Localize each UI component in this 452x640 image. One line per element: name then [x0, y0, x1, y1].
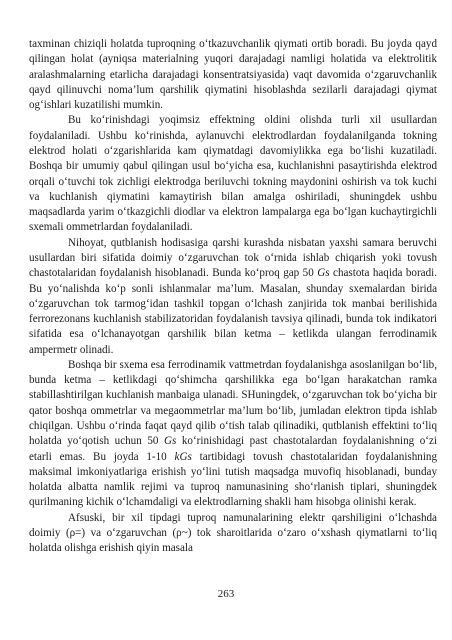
paragraph-2 — [29, 113, 437, 235]
text-run: Boshqa bir sxema esa ferrodinamik vattmetrdan foydalanishga asoslanilgan bo‘lib, bunda ketma – ketlikdagi qo‘shimcha qarshilikka ega bo‘lgan harakatchan ramka stabillashtirilgan kuchlanish manbaiga ulanadi. SHuningdek, o‘zgaruvchan tok bo‘yicha bir qator boshqa ommetrlar va megaommetrlar ma’lum bo‘lib, jumladan elektron tipda ishlab chiqilgan. Ushbu o‘rinda faqat qayd qilib o‘tish talab qilinadiki, qutblanish effektini to‘liq holatda yo‘qotish uchun 50 — [29, 358, 437, 448]
page-number: 263 — [217, 588, 235, 600]
text-run: Bu ko‘rinishdagi yoqimsiz effektning oldini olishda turli xil usullardan foydalaniladi. Ushbu ko‘rinishda, aylanuvchi elektrodlardan foydalanilganda tokning elektrod holati o‘zgarishlarida kam qiymatdagi davomiylikka ega bo‘lishi kuzatiladi. Boshqa bir umumiy qabul qilingan usul bo‘yicha esa, kuchlanishni pasaytirishda elektrod orqali o‘tuvchi tok zichligi elektrodga beriluvchi tokning maydonini oshirish va tok kuchi va kuchlanish qiymatini kamaytirish bilan amalga oshiriladi, shuningdek ushbu maqsadlarda yarim o‘tkazgichli diodlar va elektron lampalarga ega bo‘lgan kuchaytirgichli sxemali ommetrlardan foydalaniladi. — [29, 114, 437, 234]
document-body — [29, 37, 437, 557]
text-run: taxminan chiziqli holatda tuproqning o‘tkazuvchanlik qiymati ortib boradi. Bu joyda qayd qilingan holat (ayniqsa materialning yuqori darajadagi namligi holatida va elektrolitik aralashmalarning etarlicha darajadagi konsentratsiyasida) vaqt davomida o‘zgaruvchanlik qayd qilinuvchi noma’lum qarshilik qiymatini hisoblashda sezilarli darajadagi qiymat og‘ishlari kuzatilishi mumkin. — [29, 38, 437, 112]
italic-text: kGs — [174, 450, 192, 463]
paragraph-4 — [29, 358, 437, 511]
text-run: Afsuski, bir xil tipdagi tuproq namunalarining elektr qarshiligini o‘lchashda doimiy (ρ=) va o‘zgaruvchan (ρ~) tok sharoitlarida o‘zaro o‘xshash qiymatlarni to‘liq holatda olishga erishish qiyin masala — [29, 511, 437, 555]
text-run: tartibidagi tovush chastotalaridan foydalanishning maksimal imkoniyatlariga erishish yo‘lini tutish maqsadga muvofiq hisoblanadi, bunday holatda albatta namlik rejimi va tuproq namunasining sho‘rlanish tiplari, shuningdek qurilmaning kichik o‘lchamdaligi va elektrodlarning shakli ham hisobga olinishi kerak. — [29, 450, 437, 509]
text-run: Nihoyat, qutblanish hodisasiga qarshi kurashda nisbatan yaxshi samara beruvchi usullardan biri sifatida doimiy o‘zgaruvchan tok o‘rnida ishlab chiqarish yoki tovush chastotalaridan foydalanish hisoblanadi. Bunda ko‘proq gap 50 — [29, 236, 437, 280]
paragraph-3 — [29, 236, 437, 358]
text-run: chastota haqida boradi. Bu yo‘nalishda ko‘p sonli ishlanmalar ma’lum. Masalan, shunday sxemalardan birida o‘zgaruvchan tok tarmog‘idan tashkil topgan o‘lchash zanjirida tok manbai berilishida ferrorezonans kuchlanish stabilizatoridan foydalanish tavsiya qilinadi, bunda tok indikatori sifatida esa o‘lchanayotgan qarshilik bilan ketma – ketlikda ulangan ferrodinamik ampermetr olinadi. — [29, 267, 437, 356]
italic-text: Gs — [317, 267, 330, 280]
paragraph-5 — [29, 511, 437, 557]
text-run: ko‘rinishidagi past chastotalardan foydalanishning o‘zi etarli emas. Bu joyda 1-10 — [29, 435, 437, 463]
paragraph-1 — [29, 37, 437, 113]
italic-text: Gs — [163, 435, 177, 448]
